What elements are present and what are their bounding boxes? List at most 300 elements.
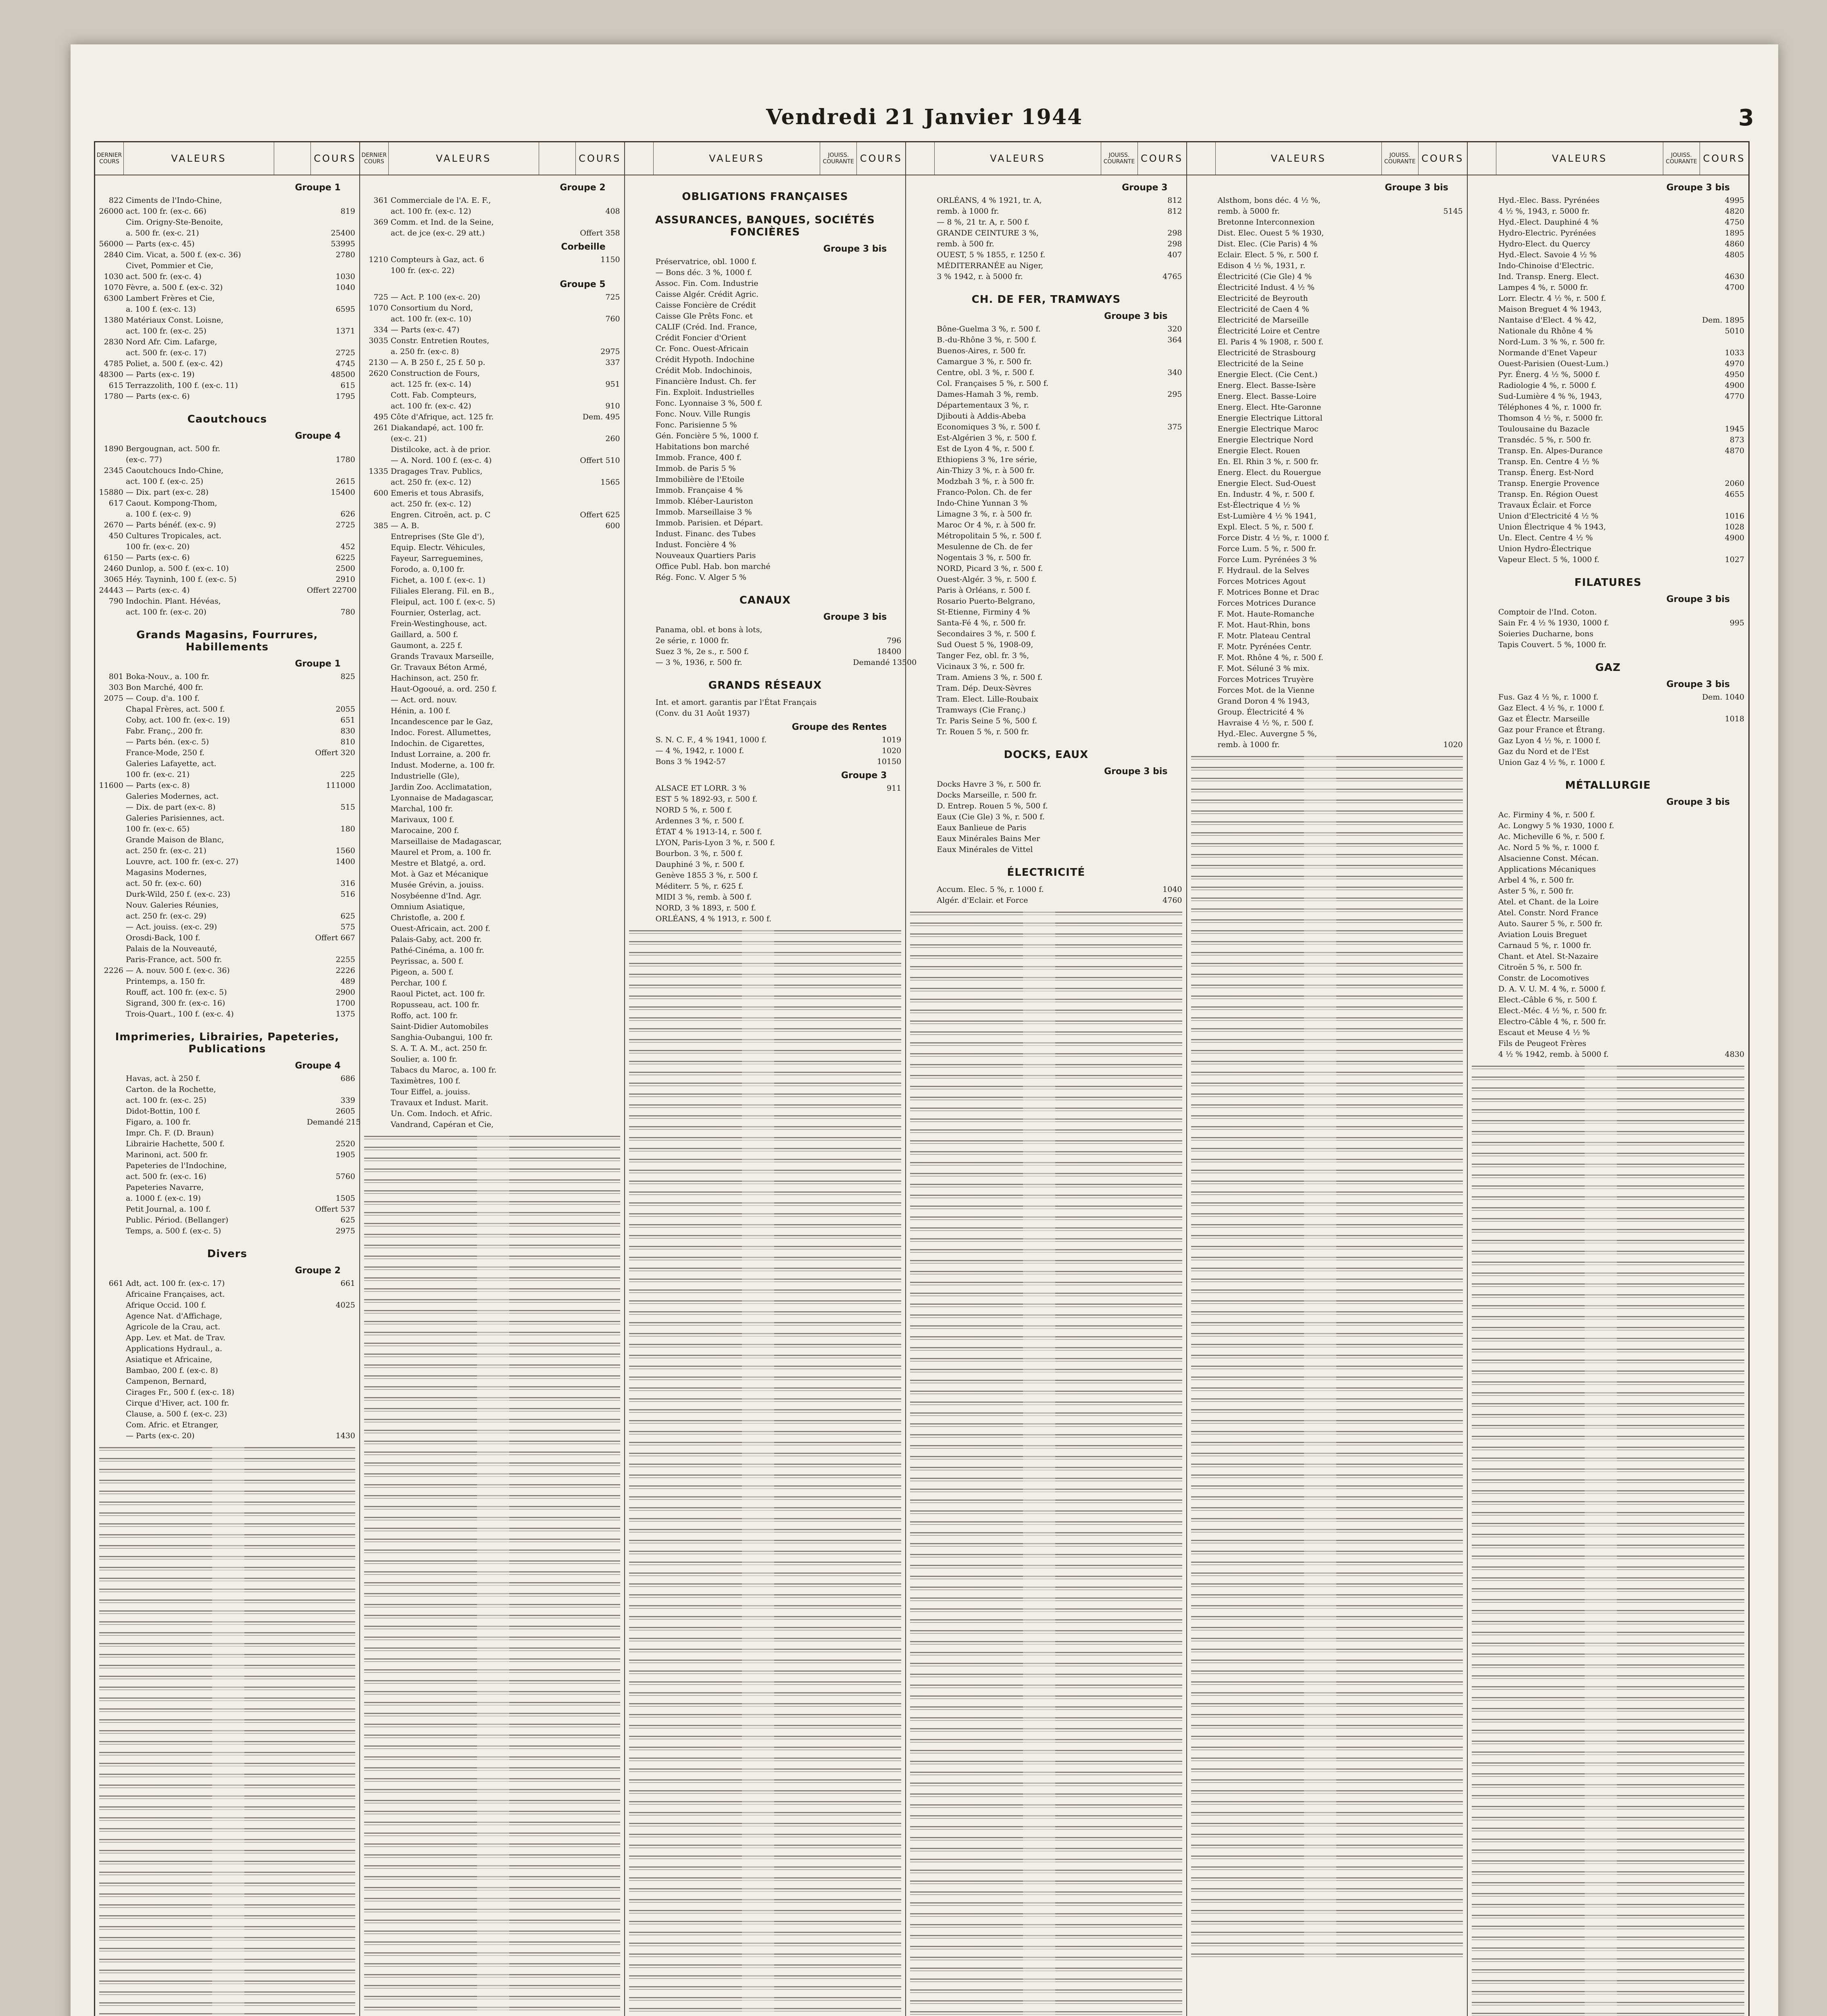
last-price (908, 833, 937, 844)
group-label: Groupe 3 bis (1385, 183, 1448, 193)
quotation-column (1468, 142, 1748, 2016)
security-name: Electro-Câble 4 %, r. 500 fr. (1498, 1017, 1606, 1026)
current-price (853, 431, 903, 442)
current-price (1134, 585, 1184, 596)
security-name: Equip. Electr. Véhicules, (390, 543, 485, 552)
security-name: Industrielle (Gle), (390, 772, 460, 781)
security-name: — Parts (ex-c. 20) (126, 1431, 195, 1440)
security-name: Lyonnaise de Madagascar, (390, 793, 494, 802)
last-price (362, 1087, 391, 1098)
security-name: Maurel et Prom, a. 100 fr. (390, 848, 492, 857)
last-price (1470, 962, 1498, 973)
quotation-row (1190, 271, 1465, 282)
current-price: 575 (340, 923, 355, 931)
current-price: Offert 22700 (306, 586, 357, 595)
current-price (1134, 683, 1184, 694)
quotation-row (98, 922, 357, 933)
last-price (98, 1322, 126, 1333)
last-price (908, 195, 937, 206)
current-price (307, 1365, 357, 1376)
current-price (572, 488, 622, 499)
security-name: Gén. Foncière 5 %, 1000 f. (655, 431, 759, 440)
current-price (853, 354, 903, 365)
security-name: Tanger Fez, obl. fr. 3 %, (937, 651, 1029, 660)
current-price (307, 693, 357, 704)
quotation-row (908, 833, 1183, 844)
coupon-date (1378, 380, 1415, 391)
current-price (572, 706, 622, 716)
security-name: Filiales Elerang. Fil. en B., (390, 587, 494, 596)
quotation-row (98, 574, 357, 585)
last-price: 4785 (104, 359, 123, 368)
page-number: 3 (1738, 105, 1754, 131)
last-price (627, 572, 656, 583)
last-price (908, 844, 937, 855)
current-price: 2975 (335, 1227, 355, 1235)
last-price (1470, 714, 1498, 725)
current-price (1134, 411, 1184, 422)
security-name: Fichet, a. 100 f. (ex-c. 1) (390, 576, 485, 585)
last-price (362, 880, 391, 891)
security-name: Immob. Parisien. et Départ. (655, 519, 763, 527)
security-name: act. 100 fr. (ex-c. 25) (126, 1096, 206, 1105)
last-price (362, 989, 391, 1000)
security-name: Electricité de Caen 4 % (1217, 305, 1309, 314)
coupon-date (1098, 411, 1134, 422)
current-price (1415, 609, 1465, 620)
security-name: Crédit Mob. Indochinois, (655, 366, 752, 375)
last-price (1470, 886, 1498, 897)
security-name: Dunlop, a. 500 f. (ex-c. 10) (126, 564, 229, 573)
last-price (98, 954, 126, 965)
coupon-date (1098, 476, 1134, 487)
security-name: Union Électrique 4 % 1943, (1498, 523, 1606, 531)
last-price: 48300 (99, 370, 123, 379)
quotation-row (1190, 195, 1465, 206)
coupon-date (817, 816, 853, 827)
dense-listing-continuation (1472, 1062, 1744, 2016)
coupon-date (817, 344, 853, 354)
last-price (627, 697, 656, 708)
current-price (1415, 446, 1465, 456)
current-price (1134, 217, 1184, 228)
last-price (362, 825, 391, 836)
quotation-row (908, 563, 1183, 574)
current-price (1415, 195, 1465, 206)
last-price: 2460 (104, 564, 123, 573)
current-price (1696, 929, 1746, 940)
quotation-row (1470, 692, 1746, 703)
quotation-row (98, 260, 357, 271)
current-price: 375 (1167, 423, 1182, 431)
coupon-date (271, 791, 307, 802)
security-name: Dauphiné 3 %, r. 500 f. (655, 860, 745, 869)
last-price (908, 727, 937, 737)
last-price (362, 1010, 391, 1021)
current-price: 796 (887, 636, 902, 645)
coupon-date (1660, 348, 1696, 358)
coupon-date (1098, 346, 1134, 356)
quotation-row (908, 650, 1183, 661)
quotation-row (1470, 544, 1746, 554)
current-price (307, 1289, 357, 1300)
coupon-date (1378, 260, 1415, 271)
last-price (1470, 511, 1498, 522)
current-price: 1150 (600, 255, 620, 264)
security-name: — Parts (ex-c. 45) (126, 240, 195, 248)
last-price (908, 596, 937, 607)
current-price (307, 1376, 357, 1387)
last-price (627, 708, 656, 719)
last-price (627, 365, 656, 376)
quotation-row (362, 738, 622, 749)
security-name: act. de jce (ex-c. 29 att.) (390, 229, 485, 237)
current-price: 15400 (331, 488, 355, 497)
coupon-date (271, 867, 307, 878)
security-name: Côte d'Afrique, act. 125 fr. (390, 412, 494, 421)
current-price (1415, 391, 1465, 402)
quotation-row (627, 409, 903, 420)
coupon-date (271, 1073, 307, 1084)
current-price: 364 (1167, 335, 1182, 344)
security-name: act. 100 fr. (ex-c. 20) (126, 608, 206, 616)
current-price: 1895 (1725, 229, 1744, 237)
quotation-row (908, 823, 1183, 833)
dense-listing-continuation (99, 1443, 355, 2016)
group-label: Groupe 3 (1122, 183, 1168, 193)
current-price (572, 727, 622, 738)
quotation-row (98, 239, 357, 250)
coupon-date (271, 682, 307, 693)
last-price (1470, 554, 1498, 565)
current-price (853, 267, 903, 278)
quotation-row (1470, 467, 1746, 478)
security-name: 4 ½ % 1942, remb. à 5000 f. (1498, 1050, 1609, 1059)
security-name: Eaux Banlieue de Paris (937, 823, 1027, 832)
last-price (362, 531, 391, 542)
security-name: remb. à 500 fr. (937, 240, 994, 248)
quotation-row (1470, 304, 1746, 315)
coupon-date (271, 1117, 307, 1128)
quotation-row (362, 335, 622, 346)
coupon-date (1660, 746, 1696, 757)
coupon-date (817, 322, 853, 333)
coupon-date (1378, 620, 1415, 631)
last-price: 1030 (104, 272, 123, 281)
security-name: remb. à 1000 fr. (937, 207, 999, 216)
current-price (572, 1032, 622, 1043)
security-name: act. 100 fr. (ex-c. 25) (126, 327, 206, 335)
security-name: Mestre et Blatgé, a. ord. (390, 859, 486, 868)
coupon-date (271, 758, 307, 769)
last-price (98, 1300, 126, 1311)
last-price (1470, 875, 1498, 886)
current-price (1134, 833, 1184, 844)
security-name: CALIF (Créd. Ind. France, (655, 323, 757, 331)
coupon-date (1378, 206, 1415, 217)
current-price: 1700 (335, 999, 355, 1008)
coupon-date (1660, 984, 1696, 995)
last-price (1190, 358, 1218, 369)
current-price: 812 (1167, 207, 1182, 216)
current-price (307, 1398, 357, 1409)
coupon-date (1098, 271, 1134, 282)
quotation-row (1470, 446, 1746, 456)
current-price (572, 967, 622, 978)
security-name: Fus. Gaz 4 ½ %, r. 1000 f. (1498, 693, 1599, 702)
quotation-row (908, 801, 1183, 812)
current-price (572, 804, 622, 814)
quotation-row (1470, 831, 1746, 842)
header-price: COURS (579, 153, 621, 164)
quotation-row (362, 880, 622, 891)
quotation-row (627, 452, 903, 463)
quotation-row (362, 858, 622, 869)
last-price (627, 333, 656, 344)
quotation-row (1190, 685, 1465, 696)
quotation-row (908, 465, 1183, 476)
security-name: Un. Com. Indoch. et Afric. (390, 1109, 492, 1118)
quotation-row (98, 250, 357, 260)
last-price (1470, 348, 1498, 358)
last-price (362, 586, 391, 597)
quotation-row (1190, 609, 1465, 620)
quotation-row (908, 239, 1183, 250)
security-name: Atel. et Chant. de la Loire (1498, 898, 1599, 906)
current-price: 4995 (1725, 196, 1744, 205)
coupon-date (1098, 672, 1134, 683)
coupon-date (271, 1420, 307, 1431)
last-price: 1780 (104, 392, 123, 401)
quotation-row (1190, 326, 1465, 337)
current-price: 4900 (1725, 533, 1744, 542)
security-name: Cirque d'Hiver, act. 100 fr. (126, 1399, 229, 1408)
last-price (1470, 271, 1498, 282)
last-price (98, 715, 126, 726)
last-price (1190, 739, 1218, 750)
last-price: 361 (373, 196, 388, 205)
security-name: Afrique Occid. 100 f. (126, 1301, 206, 1310)
last-price (98, 867, 126, 878)
last-price: 24443 (99, 586, 123, 595)
quotation-row (1470, 195, 1746, 206)
quotation-row (1190, 533, 1465, 544)
quotation-row (908, 260, 1183, 271)
current-price (572, 836, 622, 847)
coupon-date (1098, 563, 1134, 574)
coupon-date (1378, 195, 1415, 206)
coupon-date (271, 769, 307, 780)
quotation-row (1190, 663, 1465, 674)
coupon-date (1098, 389, 1134, 400)
security-name: Constr. Entretien Routes, (390, 336, 490, 345)
current-price: 600 (605, 521, 620, 530)
security-name: GRANDE CEINTURE 3 %, (937, 229, 1039, 237)
security-name: Energie Elect. Rouen (1217, 446, 1300, 455)
current-price: 6225 (335, 553, 355, 562)
current-price: 260 (605, 434, 620, 443)
coupon-date (271, 1431, 307, 1441)
coupon-date (1660, 250, 1696, 260)
last-price (627, 892, 656, 903)
last-price (1470, 282, 1498, 293)
current-price: 661 (340, 1279, 355, 1288)
coupon-date (1660, 271, 1696, 282)
last-price (1470, 522, 1498, 533)
coupon-date (1098, 552, 1134, 563)
current-price (853, 881, 903, 892)
security-name: Hyd.-Elect. Savoie 4 ½ % (1498, 250, 1597, 259)
current-price (1696, 842, 1746, 853)
last-price (627, 539, 656, 550)
current-price (1696, 746, 1746, 757)
current-price (1415, 598, 1465, 609)
last-price (362, 738, 391, 749)
current-price (1696, 853, 1746, 864)
quotation-row (627, 344, 903, 354)
last-price (362, 1065, 391, 1076)
coupon-date (817, 708, 853, 719)
quotation-row (362, 314, 622, 325)
current-price (1415, 413, 1465, 424)
coupon-date (271, 1150, 307, 1160)
security-name: Docks Havre 3 %, r. 500 fr. (937, 780, 1042, 789)
quotation-row (1470, 533, 1746, 544)
coupon-date (1378, 598, 1415, 609)
current-price (1696, 735, 1746, 746)
current-price (307, 867, 357, 878)
coupon-date (1660, 544, 1696, 554)
last-price: 303 (108, 683, 123, 692)
last-price (908, 433, 937, 444)
last-price (908, 367, 937, 378)
coupon-date (271, 1409, 307, 1420)
last-price (908, 639, 937, 650)
security-name: (Conv. du 31 Août 1937) (655, 709, 750, 718)
security-name: Gaumont, a. 225 f. (390, 641, 463, 650)
quotation-row (908, 694, 1183, 705)
quotation-row (362, 608, 622, 619)
current-price: 516 (340, 890, 355, 899)
coupon-date (535, 967, 572, 978)
security-name: Union d'Electricité 4 ½ % (1498, 512, 1599, 521)
security-name: Ciments de l'Indo-Chine, (126, 196, 222, 205)
last-price (627, 409, 656, 420)
last-price (1470, 984, 1498, 995)
last-price (98, 998, 126, 1009)
current-price (1134, 694, 1184, 705)
security-name: act. 500 fr. (ex-c. 17) (126, 348, 206, 357)
last-price: 56000 (99, 240, 123, 248)
quotation-row (98, 1420, 357, 1431)
last-price (908, 509, 937, 520)
last-price (362, 869, 391, 880)
quotation-row (362, 629, 622, 640)
coupon-date (1378, 544, 1415, 554)
last-price (98, 704, 126, 715)
current-price (853, 333, 903, 344)
current-price: 316 (340, 879, 355, 888)
current-price (572, 673, 622, 684)
header-securities: VALEURS (935, 142, 1101, 175)
current-price (1696, 337, 1746, 348)
coupon-date (535, 368, 572, 379)
quotation-row (362, 651, 622, 662)
last-price (1470, 692, 1498, 703)
last-price (908, 531, 937, 541)
quotation-row (1470, 703, 1746, 714)
last-price (362, 858, 391, 869)
quotation-row (362, 597, 622, 608)
quotation-row (627, 365, 903, 376)
last-price (1190, 696, 1218, 707)
current-price (1134, 498, 1184, 509)
current-price (1415, 348, 1465, 358)
coupon-date (1660, 260, 1696, 271)
quotation-row (362, 1000, 622, 1010)
coupon-date (271, 391, 307, 402)
security-name: OUEST, 5 % 1855, r. 1250 f. (937, 250, 1046, 259)
security-name: — Parts (ex-c. 6) (126, 553, 190, 562)
current-price (572, 368, 622, 379)
current-price (1134, 779, 1184, 790)
current-price: 2520 (335, 1139, 355, 1148)
coupon-date (1378, 402, 1415, 413)
last-price (1190, 282, 1218, 293)
security-name: Clause, a. 500 f. (ex-c. 23) (126, 1410, 227, 1418)
coupon-date (1660, 810, 1696, 821)
coupon-date (1378, 707, 1415, 718)
coupon-date (271, 1333, 307, 1343)
coupon-date (271, 260, 307, 271)
coupon-date (817, 697, 853, 708)
quotation-row (1470, 864, 1746, 875)
coupon-date (271, 563, 307, 574)
quotation-row (1470, 511, 1746, 522)
coupon-date (535, 455, 572, 466)
quotation-row (362, 749, 622, 760)
current-price (307, 531, 357, 541)
last-price (1190, 576, 1218, 587)
security-name: Palais de la Nouveauté, (126, 944, 217, 953)
current-price (1415, 620, 1465, 631)
security-name: Mot. à Gaz et Mécanique (390, 870, 488, 879)
quotation-row (908, 661, 1183, 672)
current-price (572, 934, 622, 945)
current-price (853, 892, 903, 903)
last-price (908, 895, 937, 906)
last-price (362, 923, 391, 934)
current-price (307, 498, 357, 509)
quotation-row (1190, 206, 1465, 217)
coupon-date (535, 619, 572, 629)
quotation-row (1470, 260, 1746, 271)
quotation-row (627, 485, 903, 496)
security-name: remb. à 5000 fr. (1217, 207, 1280, 216)
last-price (1470, 239, 1498, 250)
current-price (572, 619, 622, 629)
security-name: Transp. En. Centre 4 ½ % (1498, 457, 1599, 466)
security-name: Energie Elect. Sud-Ouest (1217, 479, 1316, 488)
quotation-row (98, 1343, 357, 1354)
coupon-date (535, 684, 572, 695)
security-name: Galeries Lafayette, act. (126, 759, 217, 768)
coupon-date (271, 1376, 307, 1387)
security-name: — Dix. de part (ex-c. 8) (126, 803, 216, 812)
security-name: Cultures Tropicales, act. (126, 531, 222, 540)
coupon-date (1098, 454, 1134, 465)
coupon-date (271, 541, 307, 552)
